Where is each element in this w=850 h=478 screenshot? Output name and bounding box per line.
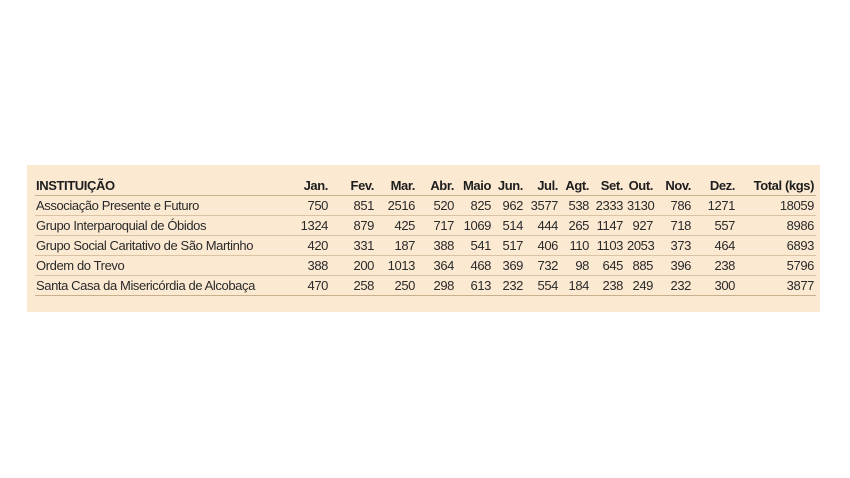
cell-nov: 232 bbox=[670, 278, 691, 293]
cell-jun: 514 bbox=[502, 218, 523, 233]
cell-fev: 879 bbox=[353, 218, 374, 233]
cell-maio: 541 bbox=[470, 238, 491, 253]
cell-set: 2333 bbox=[595, 198, 623, 213]
cell-total: 8986 bbox=[786, 218, 814, 233]
cell-agt: 538 bbox=[568, 198, 589, 213]
row-institution-name: Ordem do Trevo bbox=[36, 258, 125, 273]
cell-abr: 388 bbox=[433, 238, 454, 253]
cell-total: 5796 bbox=[786, 258, 814, 273]
cell-jan: 1324 bbox=[300, 218, 328, 233]
cell-dez: 464 bbox=[714, 238, 735, 253]
cell-jan: 420 bbox=[307, 238, 328, 253]
cell-dez: 300 bbox=[714, 278, 735, 293]
cell-fev: 851 bbox=[353, 198, 374, 213]
table-panel bbox=[27, 165, 820, 312]
cell-abr: 520 bbox=[433, 198, 454, 213]
cell-agt: 98 bbox=[575, 258, 589, 273]
header-row bbox=[35, 176, 816, 196]
table-row bbox=[35, 216, 816, 236]
cell-jul: 406 bbox=[537, 238, 558, 253]
cell-mar: 1013 bbox=[387, 258, 415, 273]
cell-maio: 1069 bbox=[463, 218, 491, 233]
col-header-mar: Mar. bbox=[390, 178, 415, 193]
cell-set: 1147 bbox=[596, 218, 623, 233]
row-institution-name: Grupo Interparoquial de Óbidos bbox=[36, 218, 207, 233]
col-header-abr: Abr. bbox=[430, 178, 454, 193]
cell-mar: 425 bbox=[394, 218, 415, 233]
cell-mar: 250 bbox=[394, 278, 415, 293]
cell-total: 3877 bbox=[786, 278, 814, 293]
row-institution-name: Grupo Social Caritativo de São Martinho bbox=[36, 238, 254, 253]
cell-abr: 364 bbox=[433, 258, 454, 273]
cell-jan: 388 bbox=[307, 258, 328, 273]
cell-nov: 786 bbox=[670, 198, 691, 213]
cell-set: 1103 bbox=[596, 238, 623, 253]
cell-total: 6893 bbox=[786, 238, 814, 253]
cell-jan: 750 bbox=[307, 198, 328, 213]
cell-jun: 369 bbox=[502, 258, 523, 273]
col-header-maio: Maio bbox=[462, 178, 491, 193]
cell-agt: 110 bbox=[569, 238, 589, 253]
cell-jul: 3577 bbox=[530, 198, 558, 213]
cell-out: 3130 bbox=[627, 198, 655, 213]
cell-out: 885 bbox=[632, 258, 653, 273]
cell-mar: 187 bbox=[394, 238, 415, 253]
cell-maio: 613 bbox=[470, 278, 491, 293]
cell-total: 18059 bbox=[779, 198, 814, 213]
row-institution-name: Associação Presente e Futuro bbox=[36, 198, 199, 213]
table-row bbox=[35, 276, 816, 296]
cell-jun: 232 bbox=[502, 278, 523, 293]
table-row bbox=[35, 256, 816, 276]
cell-fev: 200 bbox=[353, 258, 374, 273]
cell-nov: 718 bbox=[670, 218, 691, 233]
cell-out: 2053 bbox=[627, 238, 655, 253]
col-header-total: Total (kgs) bbox=[753, 178, 814, 193]
cell-maio: 468 bbox=[470, 258, 491, 273]
col-header-fev: Fev. bbox=[350, 178, 374, 193]
cell-jul: 732 bbox=[537, 258, 558, 273]
col-header-agt: Agt. bbox=[565, 178, 589, 193]
cell-fev: 258 bbox=[353, 278, 374, 293]
table-row bbox=[35, 236, 816, 256]
col-header-jan: Jan. bbox=[303, 178, 328, 193]
donations-table bbox=[35, 176, 816, 296]
col-header-out: Out. bbox=[628, 178, 653, 193]
col-header-nov: Nov. bbox=[665, 178, 691, 193]
cell-set: 645 bbox=[602, 258, 623, 273]
cell-dez: 1271 bbox=[707, 198, 735, 213]
cell-mar: 2516 bbox=[387, 198, 415, 213]
cell-abr: 298 bbox=[433, 278, 454, 293]
cell-out: 927 bbox=[632, 218, 653, 233]
cell-jan: 470 bbox=[307, 278, 328, 293]
cell-jul: 444 bbox=[537, 218, 558, 233]
cell-jun: 962 bbox=[502, 198, 523, 213]
col-header-instituicao: INSTITUIÇÃO bbox=[36, 178, 115, 193]
cell-out: 249 bbox=[632, 278, 653, 293]
col-header-jun: Jun. bbox=[497, 178, 523, 193]
cell-agt: 184 bbox=[568, 278, 589, 293]
cell-fev: 331 bbox=[353, 238, 374, 253]
cell-dez: 557 bbox=[714, 218, 735, 233]
col-header-jul: Jul. bbox=[537, 178, 558, 193]
cell-jul: 554 bbox=[537, 278, 558, 293]
table-row bbox=[35, 196, 816, 216]
cell-nov: 396 bbox=[670, 258, 691, 273]
cell-nov: 373 bbox=[670, 238, 691, 253]
cell-abr: 717 bbox=[433, 218, 454, 233]
row-institution-name: Santa Casa da Misericórdia de Alcobaça bbox=[36, 278, 255, 293]
cell-set: 238 bbox=[602, 278, 623, 293]
cell-jun: 517 bbox=[502, 238, 523, 253]
col-header-set: Set. bbox=[600, 178, 623, 193]
cell-maio: 825 bbox=[470, 198, 491, 213]
cell-agt: 265 bbox=[568, 218, 589, 233]
cell-dez: 238 bbox=[714, 258, 735, 273]
col-header-dez: Dez. bbox=[709, 178, 735, 193]
